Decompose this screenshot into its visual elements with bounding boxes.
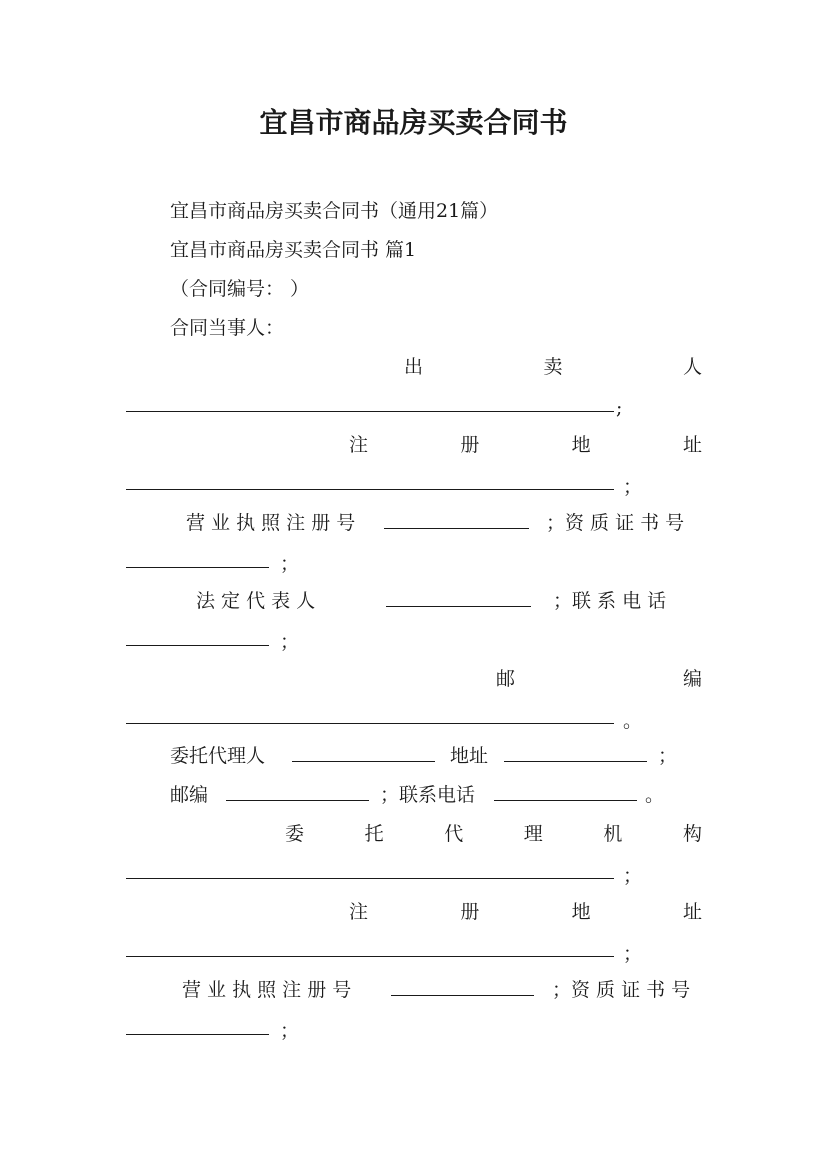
subtitle-line: 宜昌市商品房买卖合同书（通用21篇） xyxy=(170,200,499,222)
reg-addr-end-punct: ； xyxy=(623,476,643,498)
seller-blank[interactable] xyxy=(126,410,614,412)
seller-char: 人 xyxy=(682,356,702,378)
agency-qualification-cert-label: ；资 质 证 书 号 xyxy=(552,979,691,1001)
legal-end-punct: ； xyxy=(280,631,300,653)
agency-qualification-cert-blank[interactable] xyxy=(126,1033,269,1035)
postcode-label xyxy=(496,666,702,692)
agent-phone-blank[interactable] xyxy=(494,799,637,801)
section-heading: 宜昌市商品房买卖合同书 篇1 xyxy=(170,239,417,261)
reg-addr2-char: 址 xyxy=(682,901,702,923)
agent-postcode-blank[interactable] xyxy=(226,799,369,801)
postcode-char: 邮 xyxy=(496,668,516,690)
agency-blank[interactable] xyxy=(126,877,614,879)
reg-addr2-char: 注 xyxy=(349,901,369,923)
agency-business-license-label: 营 业 执 照 注 册 号 xyxy=(182,979,352,1001)
seller-char: 卖 xyxy=(543,356,563,378)
postcode-blank[interactable] xyxy=(126,722,614,724)
reg-addr-char: 注 xyxy=(349,434,369,456)
legal-rep-blank[interactable] xyxy=(386,605,531,607)
qualification-cert-label: ；资 质 证 书 号 xyxy=(546,512,685,534)
agency-char: 托 xyxy=(364,823,384,845)
reg-addr-char: 址 xyxy=(682,434,702,456)
contract-number-line: （合同编号： ） xyxy=(170,278,310,300)
seller-label xyxy=(404,354,702,380)
agency-end-punct: ； xyxy=(623,865,643,887)
reg-addr2-char: 册 xyxy=(460,901,480,923)
agency-label xyxy=(285,821,702,847)
reg-addr-char: 册 xyxy=(460,434,480,456)
legal-rep-label: 法 定 代 表 人 xyxy=(196,590,316,612)
agent-post-end-punct: 。 xyxy=(645,784,665,806)
contact-phone-blank[interactable] xyxy=(126,644,269,646)
postcode-char: 编 xyxy=(682,668,702,690)
agent-phone-label: ；联系电话 xyxy=(380,784,476,806)
qualification-cert-blank[interactable] xyxy=(126,566,269,568)
registered-address-blank[interactable] xyxy=(126,488,614,490)
agency-char: 机 xyxy=(603,823,623,845)
agency-char: 代 xyxy=(444,823,464,845)
agent-label: 委托代理人 xyxy=(170,745,266,767)
agency-business-license-blank[interactable] xyxy=(391,994,534,996)
postcode-end-punct: 。 xyxy=(623,710,643,732)
contact-phone-label: ；联 系 电 话 xyxy=(553,590,667,612)
agency-char: 构 xyxy=(682,823,702,845)
agency-registered-address-blank[interactable] xyxy=(126,955,614,957)
registered-address-label xyxy=(349,432,702,458)
seller-end-punct: ; xyxy=(616,397,623,419)
agent-blank[interactable] xyxy=(292,760,435,762)
agency-char: 委 xyxy=(285,823,305,845)
seller-char: 出 xyxy=(404,356,424,378)
business-license-blank[interactable] xyxy=(384,527,529,529)
agent-address-label: 地址 xyxy=(450,745,489,767)
agent-end-punct: ； xyxy=(658,745,678,767)
reg-addr2-char: 地 xyxy=(571,901,591,923)
reg-addr-char: 地 xyxy=(571,434,591,456)
parties-heading: 合同当事人： xyxy=(170,317,285,339)
biz-end-punct: ； xyxy=(280,553,300,575)
reg-addr2-end-punct: ； xyxy=(623,943,643,965)
agency-char: 理 xyxy=(523,823,543,845)
business-license-label: 营 业 执 照 注 册 号 xyxy=(186,512,356,534)
agent-postcode-label: 邮编 xyxy=(170,784,209,806)
agent-address-blank[interactable] xyxy=(504,760,647,762)
biz2-end-punct: ； xyxy=(280,1020,300,1042)
agency-registered-address-label xyxy=(349,899,702,925)
document-title: 宜昌市商品房买卖合同书 xyxy=(259,106,568,139)
